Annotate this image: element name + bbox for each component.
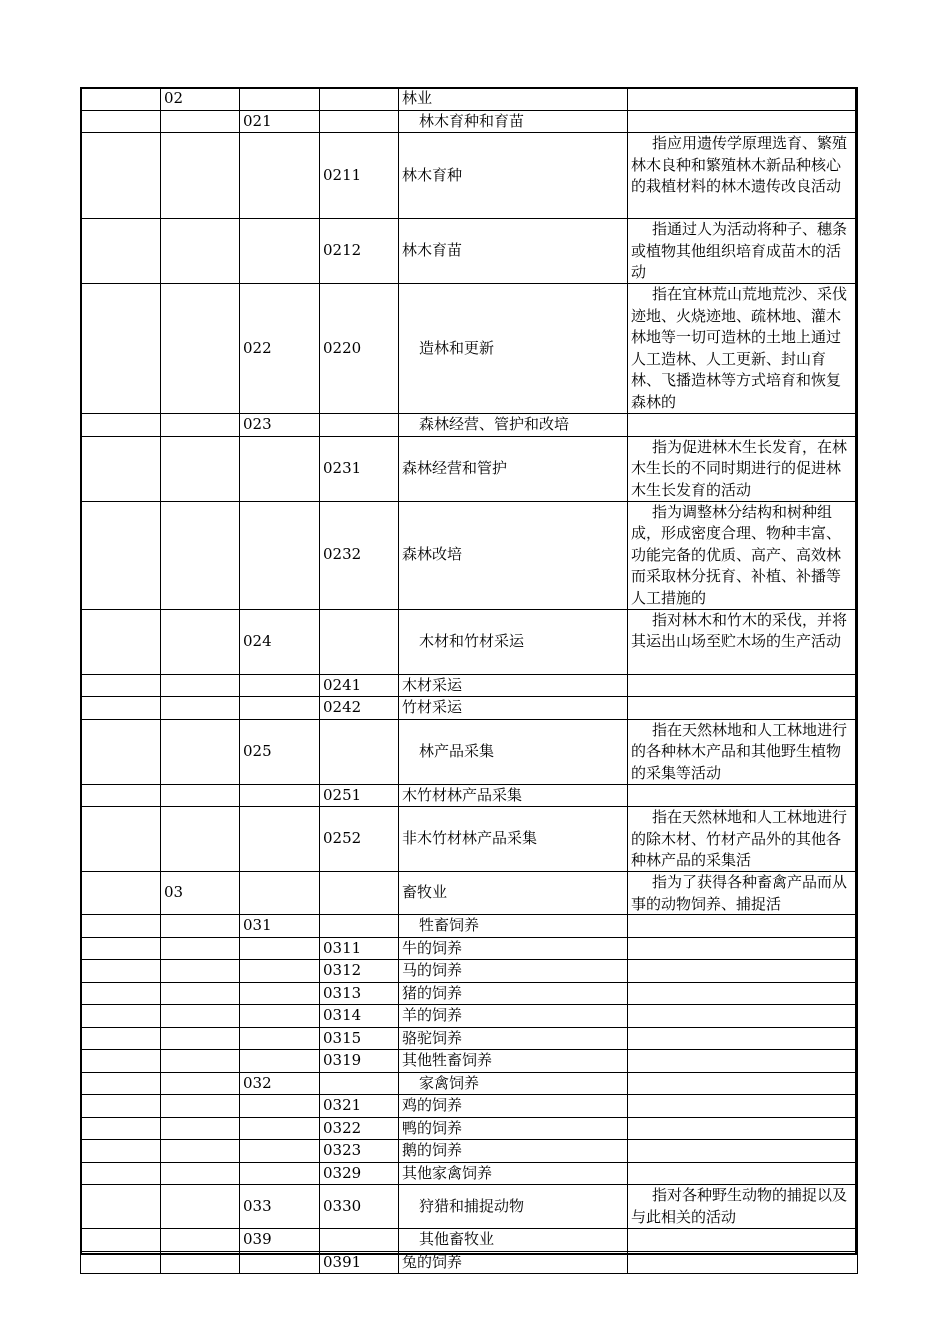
- cell-col1[interactable]: [81, 110, 161, 133]
- cell-class-code[interactable]: [320, 609, 399, 674]
- cell-description[interactable]: [628, 133, 858, 219]
- cell-division-code[interactable]: [161, 110, 240, 133]
- cell-category-name[interactable]: 木竹材林产品采集: [399, 784, 628, 807]
- cell-col1[interactable]: [81, 784, 161, 807]
- cell-group-code[interactable]: [240, 1251, 320, 1274]
- cell-description[interactable]: [628, 674, 858, 697]
- cell-group-code[interactable]: 024: [240, 609, 320, 674]
- cell-class-code[interactable]: 0252: [320, 807, 399, 872]
- cell-class-code[interactable]: 0323: [320, 1140, 399, 1163]
- cell-division-code[interactable]: [161, 697, 240, 720]
- cell-col1[interactable]: [81, 1117, 161, 1140]
- cell-class-code[interactable]: 0241: [320, 674, 399, 697]
- cell-division-code[interactable]: [161, 807, 240, 872]
- cell-group-code[interactable]: [240, 88, 320, 111]
- cell-description[interactable]: [628, 110, 858, 133]
- cell-division-code[interactable]: [161, 1251, 240, 1274]
- cell-group-code[interactable]: 022: [240, 284, 320, 414]
- cell-description[interactable]: [628, 501, 858, 609]
- cell-col1[interactable]: [81, 436, 161, 501]
- cell-category-name[interactable]: 森林改培: [399, 501, 628, 609]
- table-row: [81, 872, 858, 915]
- cell-class-code[interactable]: 0329: [320, 1162, 399, 1185]
- cell-description[interactable]: [628, 1140, 858, 1163]
- cell-description[interactable]: [628, 1162, 858, 1185]
- cell-description[interactable]: [628, 784, 858, 807]
- table-row: [81, 1162, 858, 1185]
- cell-col1[interactable]: [81, 872, 161, 915]
- cell-col1[interactable]: [81, 1251, 161, 1274]
- cell-group-code[interactable]: [240, 1140, 320, 1163]
- cell-division-code[interactable]: [161, 1185, 240, 1229]
- cell-group-code[interactable]: [240, 872, 320, 915]
- description-text: 指对各种野生动物的捕捉以及与此相关的活动: [631, 1186, 848, 1226]
- cell-description[interactable]: [628, 1229, 858, 1252]
- cell-category-name[interactable]: 牲畜饲养: [399, 915, 628, 938]
- table-row: [81, 719, 858, 784]
- cell-class-code[interactable]: [320, 1229, 399, 1252]
- description-text: 指通过人为活动将种子、穗条或植物其他组织培育成苗木的活动: [631, 220, 848, 281]
- cell-category-name[interactable]: 森林经营、管护和改培: [399, 414, 628, 437]
- cell-class-code[interactable]: 0330: [320, 1185, 399, 1229]
- table-row: [81, 436, 858, 501]
- cell-division-code[interactable]: [161, 719, 240, 784]
- cell-description[interactable]: [628, 807, 858, 872]
- cell-category-name[interactable]: 非木竹材林产品采集: [399, 807, 628, 872]
- cell-group-code[interactable]: [240, 436, 320, 501]
- cell-division-code[interactable]: [161, 1050, 240, 1073]
- cell-division-code[interactable]: [161, 1162, 240, 1185]
- table-body: [81, 88, 858, 1274]
- cell-col1[interactable]: [81, 609, 161, 674]
- table-row: [81, 807, 858, 872]
- table-row: [81, 1072, 858, 1095]
- table-row: [81, 1117, 858, 1140]
- cell-description[interactable]: [628, 872, 858, 915]
- table-row: [81, 982, 858, 1005]
- cell-division-code[interactable]: [161, 784, 240, 807]
- cell-division-code[interactable]: 02: [161, 88, 240, 111]
- cell-description[interactable]: [628, 1117, 858, 1140]
- cell-group-code[interactable]: 033: [240, 1185, 320, 1229]
- cell-description[interactable]: [628, 1072, 858, 1095]
- cell-group-code[interactable]: [240, 1050, 320, 1073]
- description-text: 指对林木和竹木的采伐，并将其运出山场至贮木场的生产活动: [631, 610, 848, 650]
- cell-class-code[interactable]: [320, 110, 399, 133]
- cell-division-code[interactable]: [161, 1005, 240, 1028]
- cell-category-name[interactable]: 竹材采运: [399, 697, 628, 720]
- cell-col1[interactable]: [81, 1162, 161, 1185]
- cell-description[interactable]: [628, 1251, 858, 1274]
- cell-division-code[interactable]: [161, 284, 240, 414]
- cell-category-name[interactable]: 牛的饲养: [399, 937, 628, 960]
- cell-description[interactable]: [628, 284, 858, 414]
- cell-division-code[interactable]: [161, 1229, 240, 1252]
- cell-class-code[interactable]: 0242: [320, 697, 399, 720]
- description-text: 指在天然林地和人工林地进行的除木材、竹材产品外的其他各种林产品的采集活: [631, 808, 848, 869]
- cell-category-name[interactable]: 木材采运: [399, 674, 628, 697]
- cell-col1[interactable]: [81, 88, 161, 111]
- cell-category-name[interactable]: 羊的饲养: [399, 1005, 628, 1028]
- table-row: [81, 1050, 858, 1073]
- cell-group-code[interactable]: 023: [240, 414, 320, 437]
- cell-category-name[interactable]: 林木育种: [399, 133, 628, 219]
- cell-group-code[interactable]: [240, 133, 320, 219]
- cell-col1[interactable]: [81, 697, 161, 720]
- cell-category-name[interactable]: 森林经营和管护: [399, 436, 628, 501]
- table-row: [81, 784, 858, 807]
- cell-description[interactable]: [628, 719, 858, 784]
- table-row: [81, 133, 858, 219]
- cell-division-code[interactable]: [161, 501, 240, 609]
- cell-col1[interactable]: [81, 960, 161, 983]
- cell-group-code[interactable]: [240, 1027, 320, 1050]
- classification-table: [80, 87, 858, 1274]
- cell-col1[interactable]: [81, 937, 161, 960]
- cell-group-code[interactable]: [240, 1162, 320, 1185]
- cell-col1[interactable]: [81, 674, 161, 697]
- cell-col1[interactable]: [81, 1072, 161, 1095]
- cell-description[interactable]: [628, 982, 858, 1005]
- cell-division-code[interactable]: [161, 1140, 240, 1163]
- description-text: 指应用遗传学原理选育、繁殖林木良种和繁殖林木新品种核心的栽植材料的林木遗传改良活动: [631, 134, 848, 195]
- cell-class-code[interactable]: [320, 719, 399, 784]
- cell-description[interactable]: [628, 414, 858, 437]
- cell-division-code[interactable]: [161, 1027, 240, 1050]
- cell-division-code[interactable]: [161, 674, 240, 697]
- cell-class-code[interactable]: [320, 414, 399, 437]
- cell-group-code[interactable]: 039: [240, 1229, 320, 1252]
- cell-col1[interactable]: [81, 807, 161, 872]
- cell-division-code[interactable]: [161, 937, 240, 960]
- cell-category-name[interactable]: 林木育种和育苗: [399, 110, 628, 133]
- cell-description[interactable]: [628, 436, 858, 501]
- cell-col1[interactable]: [81, 219, 161, 284]
- cell-category-name[interactable]: 木材和竹材采运: [399, 609, 628, 674]
- cell-category-name[interactable]: 猪的饲养: [399, 982, 628, 1005]
- cell-class-code[interactable]: 0321: [320, 1095, 399, 1118]
- cell-description[interactable]: [628, 1050, 858, 1073]
- cell-class-code[interactable]: 0315: [320, 1027, 399, 1050]
- cell-division-code[interactable]: [161, 414, 240, 437]
- description-text: 指在天然林地和人工林地进行的各种林木产品和其他野生植物的采集等活动: [631, 720, 848, 782]
- cell-description[interactable]: [628, 1185, 858, 1229]
- cell-division-code[interactable]: [161, 133, 240, 219]
- cell-class-code[interactable]: 0231: [320, 436, 399, 501]
- cell-division-code[interactable]: [161, 609, 240, 674]
- description-text: 指在宜林荒山荒地荒沙、采伐迹地、火烧迹地、疏林地、灌木林地等一切可造林的土地上通过人工造林、人工更新、封山育林、飞播造林等方式培育和恢复森林的: [631, 285, 848, 411]
- cell-class-code[interactable]: [320, 915, 399, 938]
- table-row: [81, 697, 858, 720]
- cell-description[interactable]: [628, 937, 858, 960]
- cell-category-name[interactable]: 鹅的饲养: [399, 1140, 628, 1163]
- cell-class-code[interactable]: 0391: [320, 1251, 399, 1274]
- table-row: [81, 1140, 858, 1163]
- cell-division-code[interactable]: [161, 982, 240, 1005]
- cell-group-code[interactable]: [240, 1005, 320, 1028]
- cell-col1[interactable]: [81, 719, 161, 784]
- cell-division-code[interactable]: 03: [161, 872, 240, 915]
- cell-class-code[interactable]: 0220: [320, 284, 399, 414]
- cell-division-code[interactable]: [161, 1095, 240, 1118]
- description-text: 指为了获得各种畜禽产品而从事的动物饲养、捕捉活: [631, 873, 848, 913]
- cell-description[interactable]: [628, 960, 858, 983]
- cell-col1[interactable]: [81, 414, 161, 437]
- cell-class-code[interactable]: 0212: [320, 219, 399, 284]
- cell-col1[interactable]: [81, 1140, 161, 1163]
- cell-category-name[interactable]: 林木育苗: [399, 219, 628, 284]
- table-row: [81, 1095, 858, 1118]
- cell-group-code[interactable]: [240, 219, 320, 284]
- cell-division-code[interactable]: [161, 915, 240, 938]
- cell-description[interactable]: [628, 1005, 858, 1028]
- cell-category-name[interactable]: 家禽饲养: [399, 1072, 628, 1095]
- description-text: 指为调整林分结构和树种组成，形成密度合理、物种丰富、功能完备的优质、高产、高效林而采取林分抚育、补植、补播等人工措施的: [631, 502, 842, 607]
- cell-description[interactable]: [628, 1095, 858, 1118]
- cell-category-name[interactable]: 林业: [399, 88, 628, 111]
- cell-category-name[interactable]: 其他家禽饲养: [399, 1162, 628, 1185]
- cell-category-name[interactable]: 其他牲畜饲养: [399, 1050, 628, 1073]
- cell-division-code[interactable]: [161, 1117, 240, 1140]
- cell-category-name[interactable]: 畜牧业: [399, 872, 628, 915]
- table-row: [81, 609, 858, 674]
- cell-group-code[interactable]: [240, 1117, 320, 1140]
- cell-group-code[interactable]: [240, 982, 320, 1005]
- cell-group-code[interactable]: [240, 960, 320, 983]
- cell-class-code[interactable]: 0311: [320, 937, 399, 960]
- table-row: [81, 284, 858, 414]
- cell-col1[interactable]: [81, 1050, 161, 1073]
- cell-group-code[interactable]: [240, 697, 320, 720]
- cell-class-code[interactable]: 0232: [320, 501, 399, 609]
- table-row: [81, 88, 858, 111]
- cell-group-code[interactable]: [240, 501, 320, 609]
- cell-col1[interactable]: [81, 915, 161, 938]
- cell-col1[interactable]: [81, 1095, 161, 1118]
- cell-class-code[interactable]: 0322: [320, 1117, 399, 1140]
- cell-group-code[interactable]: [240, 1095, 320, 1118]
- cell-class-code[interactable]: 0251: [320, 784, 399, 807]
- table-row: [81, 915, 858, 938]
- cell-category-name[interactable]: 狩猎和捕捉动物: [399, 1185, 628, 1229]
- cell-col1[interactable]: [81, 982, 161, 1005]
- cell-class-code[interactable]: [320, 1072, 399, 1095]
- cell-division-code[interactable]: [161, 1072, 240, 1095]
- table-row: [81, 501, 858, 609]
- cell-group-code[interactable]: 021: [240, 110, 320, 133]
- cell-class-code[interactable]: 0319: [320, 1050, 399, 1073]
- cell-category-name[interactable]: 兔的饲养: [399, 1251, 628, 1274]
- cell-division-code[interactable]: [161, 219, 240, 284]
- cell-category-name[interactable]: 马的饲养: [399, 960, 628, 983]
- table-row: [81, 1251, 858, 1274]
- table-row: [81, 1229, 858, 1252]
- table-row: [81, 1005, 858, 1028]
- cell-class-code[interactable]: [320, 88, 399, 111]
- table-row: [81, 960, 858, 983]
- cell-category-name[interactable]: 林产品采集: [399, 719, 628, 784]
- table-row: [81, 219, 858, 284]
- table-row: [81, 674, 858, 697]
- cell-class-code[interactable]: 0313: [320, 982, 399, 1005]
- cell-description[interactable]: [628, 1027, 858, 1050]
- cell-col1[interactable]: [81, 1185, 161, 1229]
- cell-group-code[interactable]: 025: [240, 719, 320, 784]
- cell-division-code[interactable]: [161, 436, 240, 501]
- cell-col1[interactable]: [81, 501, 161, 609]
- cell-class-code[interactable]: 0314: [320, 1005, 399, 1028]
- cell-group-code[interactable]: 031: [240, 915, 320, 938]
- cell-category-name[interactable]: 其他畜牧业: [399, 1229, 628, 1252]
- description-text: 指为促进林木生长发育，在林木生长的不同时期进行的促进林木生长发育的活动: [631, 437, 848, 499]
- cell-description[interactable]: [628, 609, 858, 674]
- table-row: [81, 110, 858, 133]
- cell-col1[interactable]: [81, 1229, 161, 1252]
- table-row: [81, 1027, 858, 1050]
- cell-col1[interactable]: [81, 1005, 161, 1028]
- cell-class-code[interactable]: 0211: [320, 133, 399, 219]
- cell-group-code[interactable]: 032: [240, 1072, 320, 1095]
- cell-description[interactable]: [628, 219, 858, 284]
- cell-category-name[interactable]: 鸡的饲养: [399, 1095, 628, 1118]
- cell-group-code[interactable]: [240, 807, 320, 872]
- cell-col1[interactable]: [81, 1027, 161, 1050]
- cell-category-name[interactable]: 造林和更新: [399, 284, 628, 414]
- cell-division-code[interactable]: [161, 960, 240, 983]
- cell-class-code[interactable]: [320, 872, 399, 915]
- cell-description[interactable]: [628, 915, 858, 938]
- cell-category-name[interactable]: 骆驼饲养: [399, 1027, 628, 1050]
- table-row: [81, 937, 858, 960]
- cell-class-code[interactable]: 0312: [320, 960, 399, 983]
- cell-group-code[interactable]: [240, 674, 320, 697]
- cell-description[interactable]: [628, 88, 858, 111]
- cell-description[interactable]: [628, 697, 858, 720]
- cell-group-code[interactable]: [240, 784, 320, 807]
- cell-group-code[interactable]: [240, 937, 320, 960]
- cell-category-name[interactable]: 鸭的饲养: [399, 1117, 628, 1140]
- cell-col1[interactable]: [81, 284, 161, 414]
- cell-col1[interactable]: [81, 133, 161, 219]
- table-row: [81, 414, 858, 437]
- table-row: [81, 1185, 858, 1229]
